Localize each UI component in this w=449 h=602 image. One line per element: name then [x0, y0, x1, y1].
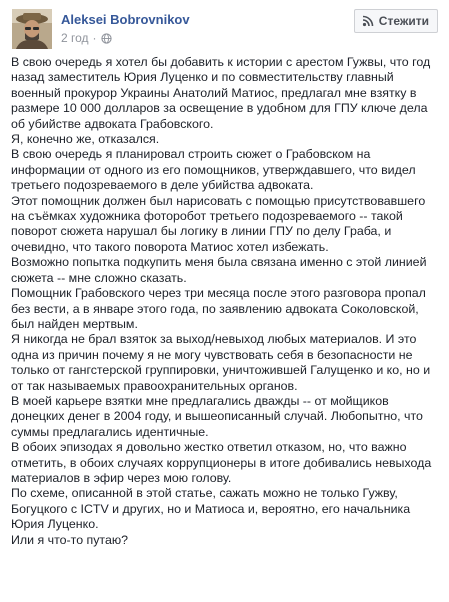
post-paragraph: По схеме, описанной в этой статье, сажать можно не только Гужву, Богуцкого с ICTV и других, но и Матиоса и, вероятно, его начальника Юрия Луценко.: [11, 486, 411, 532]
post-header: [11, 8, 439, 54]
post-paragraph: В свою очередь я планировал строить сюжет о Грабовском на информации от одного из его помощников, утверждавшего, что видел третьего подозреваемого в деле убийства адвоката.: [11, 147, 416, 193]
post-paragraph: Или я что-то путаю?: [11, 532, 129, 547]
post-paragraph: В свою очередь я хотел бы добавить к истории с арестом Гужвы, что год назад заместитель Юрия Луценко и по совместительству главный военный прокурор Украины Анатолий Матиос, предлагал мне взятку в размере 10 000 долларов за освещение в удобном для ГПУ ключе дела об убийстве адвоката Грабовского.: [11, 55, 431, 131]
post-body: [11, 55, 439, 548]
post-paragraph: Помощник Грабовского через три месяца после этого разговора пропал без вести, а в январе этого года, по заявлению адвоката Соколовской, был найден мертвым.: [11, 286, 426, 331]
author-avatar[interactable]: [12, 9, 52, 49]
rss-icon: [362, 15, 374, 27]
post-time[interactable]: 2 год: [61, 31, 89, 45]
avatar-image: [12, 9, 52, 49]
post-paragraph: Этот помощник должен был нарисовать с помощью присутствовавшего на съёмках художника фоторобот третьего подозреваемого -- такой поворот сюжета нарушал бы логику в линии ГПУ по делу Граба, и очевидно, что такого поворота Матиос хотел избежать.: [11, 193, 426, 254]
post-paragraph: В моей карьере взятки мне предлагались дважды -- от мойщиков донецких денег в 2004 году, и вышеописанный случай. Любопытно, что суммы предлагались идентичные.: [11, 393, 423, 439]
meta-separator: ·: [92, 31, 97, 45]
post-paragraph: Я никогда не брал взяток за выход/невыход любых материалов. И это одна из причин почему я не могу чувствовать себя в безопасности не только от гангстерской группировки, уничтожившей Галущенко и ко, но и от так называемых правоохранительных органов.: [11, 332, 431, 393]
post-paragraph: Возможно попытка подкупить меня была связана именно с этой линией сюжета -- мне сложно сказать.: [11, 255, 427, 285]
post-paragraph: В обоих эпизодах я довольно жестко ответил отказом, но, что важно отметить, в обоих случаях коррупционеры в итоге добивались невыхода материалов в эфир через мою голову.: [11, 440, 432, 485]
author-name[interactable]: Aleksei Bobrovnikov: [61, 12, 190, 27]
follow-button[interactable]: [354, 9, 438, 33]
post-paragraph: Я, конечно же, отказался.: [11, 132, 160, 147]
follow-label: Стежити: [378, 14, 429, 28]
globe-icon: [101, 33, 112, 44]
post-meta: [61, 31, 112, 45]
